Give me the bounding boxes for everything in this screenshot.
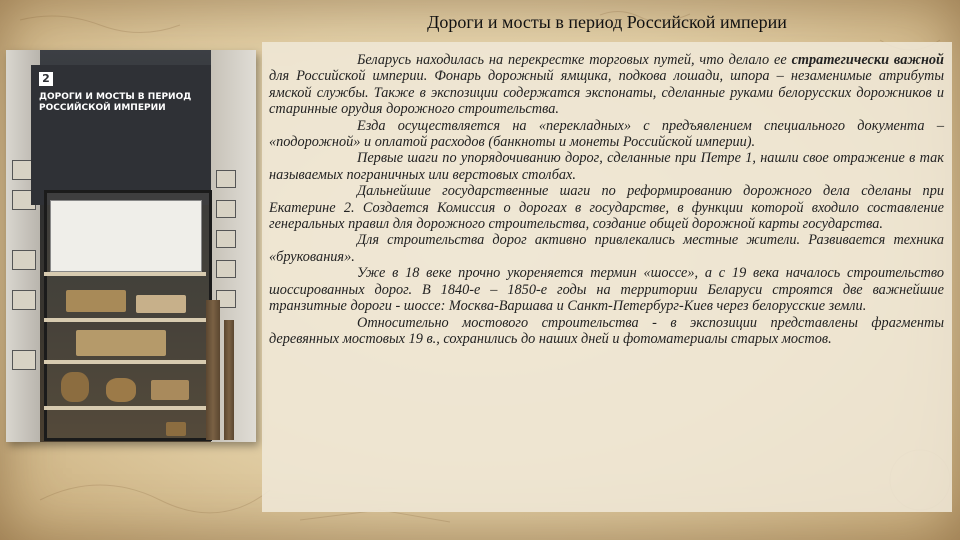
paragraph-1-bold: стратегически важной — [791, 52, 945, 68]
paragraph-2: Езда осуществляется на «перекладных» с предъявлением специального документа – «подорожной» и оплатой расходов (банкноты и монеты Российской империи). — [269, 117, 944, 151]
wall-photo-frame — [216, 230, 236, 248]
exhibit-sign-number: 2 — [39, 72, 53, 86]
wall-photo-frame — [216, 260, 236, 278]
exhibit-item — [76, 330, 166, 356]
wall-photo-frame — [216, 170, 236, 188]
wall-photo-frame — [12, 350, 36, 370]
paragraph-3: Первые шаги по упорядочиванию дорог, сделанные при Петре 1, нашли свое отражение в так называемых пограничных или верстовых столбах. — [269, 150, 944, 183]
paragraph-1-end: для Российской империи. Фонарь дорожный ямщика, подкова лошади, шпора – незаменимые атрибуты ямской службы. Также в экспозиции содержатся экспонаты, сделанные руками белорусских дорожников и старинные орудия дорожного строительства. — [269, 68, 944, 118]
exhibit-item — [151, 380, 189, 400]
paragraph-5: Для строительства дорог активно привлекались местные жители. Развивается техника «брукования». — [269, 232, 944, 265]
case-shelf — [44, 272, 206, 276]
paragraph-6: Уже в 18 веке прочно укореняется термин «шоссе», а с 19 века началось строительство шоссированных дорог. В 1840-е – 1850-е годы на территории Беларуси строятся две важнейшие транзитные дороги - шоссе: Москва-Варшава и Санкт-Петербург-Киев через белорусские земли. — [269, 265, 944, 315]
paragraph-1-start: Беларусь находилась на перекрестке торговых путей, что делало ее — [357, 52, 792, 68]
exhibit-sign-text: ДОРОГИ И МОСТЫ В ПЕРИОД РОССИЙСКОЙ ИМПЕРИИ — [39, 92, 192, 113]
paragraph-1 — [269, 52, 944, 118]
case-shelf — [44, 360, 206, 364]
exhibit-item — [61, 372, 89, 402]
exhibit-item — [166, 422, 186, 436]
exhibit-photo — [6, 50, 256, 442]
case-shelf — [44, 406, 206, 410]
exhibit-sign-board — [31, 65, 211, 205]
case-shelf — [44, 318, 206, 322]
wooden-post — [224, 320, 234, 440]
description-text-box — [262, 42, 952, 512]
wall-photo-frame — [12, 250, 36, 270]
case-info-panel — [50, 200, 202, 272]
exhibit-item — [106, 378, 136, 402]
wall-photo-frame — [12, 290, 36, 310]
wooden-post — [206, 300, 220, 440]
page-title: Дороги и мосты в период Российской империи — [427, 12, 787, 32]
paragraph-7: Относительно мостового строительства - в экспозиции представлены фрагменты деревянных мостовых 19 в., сохранились до наших дней и фотоматериалы старых мостов. — [269, 314, 944, 347]
wall-photo-frame — [216, 200, 236, 218]
exhibit-item — [66, 290, 126, 312]
paragraph-4: Дальнейшие государственные шаги по реформированию дорожного дела сделаны при Екатерине 2. Создается Комиссия о дорогах в государстве, в функции которой входило составление генеральных правил для дорожного строительства, создание общей дорожной карты государства. — [269, 183, 944, 233]
exhibit-item — [136, 295, 186, 313]
